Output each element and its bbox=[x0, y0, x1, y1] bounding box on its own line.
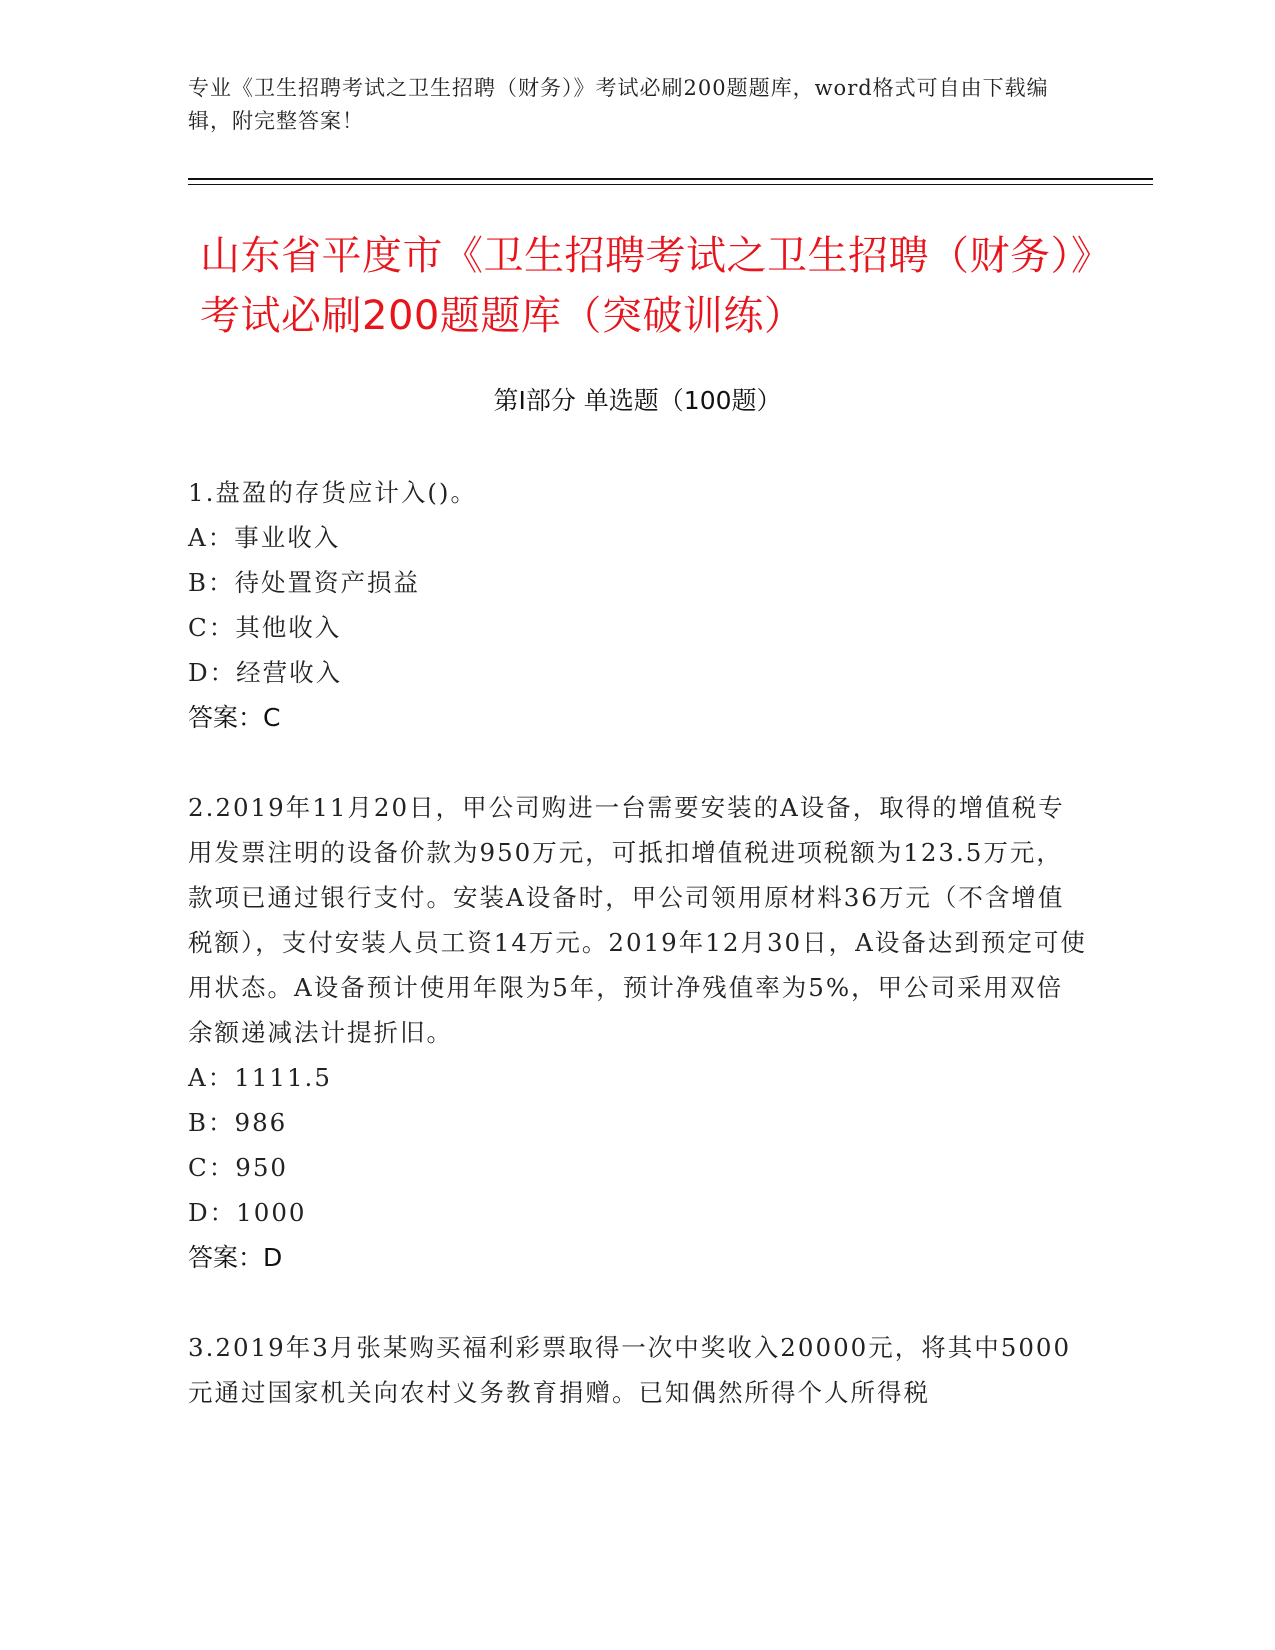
question-block bbox=[188, 785, 1088, 1280]
option-c: C：其他收入 bbox=[188, 613, 342, 642]
option-a: A：1111.5 bbox=[188, 1063, 332, 1092]
option-b: B：待处置资产损益 bbox=[188, 568, 421, 597]
option-d: D：1000 bbox=[188, 1198, 307, 1227]
question-stem: 2.2019年11月20日，甲公司购进一台需要安装的A设备，取得的增值税专用发票注明的设备价款为950万元，可抵扣增值税进项税额为123.5万元，款项已通过银行支付。安装A设备时，甲公司领用原材料36万元（不含增值税额），支付安装人员工资14万元。2019年12月30日，A设备达到预定可使用状态。A设备预计使用年限为5年，预计净残值率为5%，甲公司采用双倍余额递减法计提折旧。 bbox=[188, 793, 1087, 1047]
answer-line: 答案：C bbox=[188, 703, 281, 732]
question-spacer bbox=[188, 740, 1088, 785]
option-a: A：事业收入 bbox=[188, 523, 341, 552]
question-stem: 1.盘盈的存货应计入()。 bbox=[188, 478, 477, 507]
header-divider-thin bbox=[188, 184, 1153, 185]
document-title: 山东省平度市《卫生招聘考试之卫生招聘（财务）》考试必刷200题题库（突破训练） bbox=[200, 233, 1092, 339]
header-divider-thick bbox=[188, 178, 1153, 180]
question-block bbox=[188, 1325, 1088, 1415]
question-block bbox=[188, 470, 1088, 740]
option-d: D：经营收入 bbox=[188, 658, 343, 687]
option-b: B：986 bbox=[188, 1108, 288, 1137]
question-list bbox=[188, 470, 1088, 1415]
question-stem: 3.2019年3月张某购买福利彩票取得一次中奖收入20000元，将其中5000元通过国家机关向农村义务教育捐赠。已知偶然所得个人所得税 bbox=[188, 1333, 1072, 1407]
answer-line: 答案：D bbox=[188, 1243, 283, 1272]
section-title: 第Ⅰ部分 单选题（100题） bbox=[493, 386, 782, 415]
header-note: 专业《卫生招聘考试之卫生招聘（财务）》考试必刷200题题库，word格式可自由下载编辑，附完整答案！ bbox=[188, 76, 1049, 133]
question-spacer bbox=[188, 1280, 1088, 1325]
option-c: C：950 bbox=[188, 1153, 289, 1182]
